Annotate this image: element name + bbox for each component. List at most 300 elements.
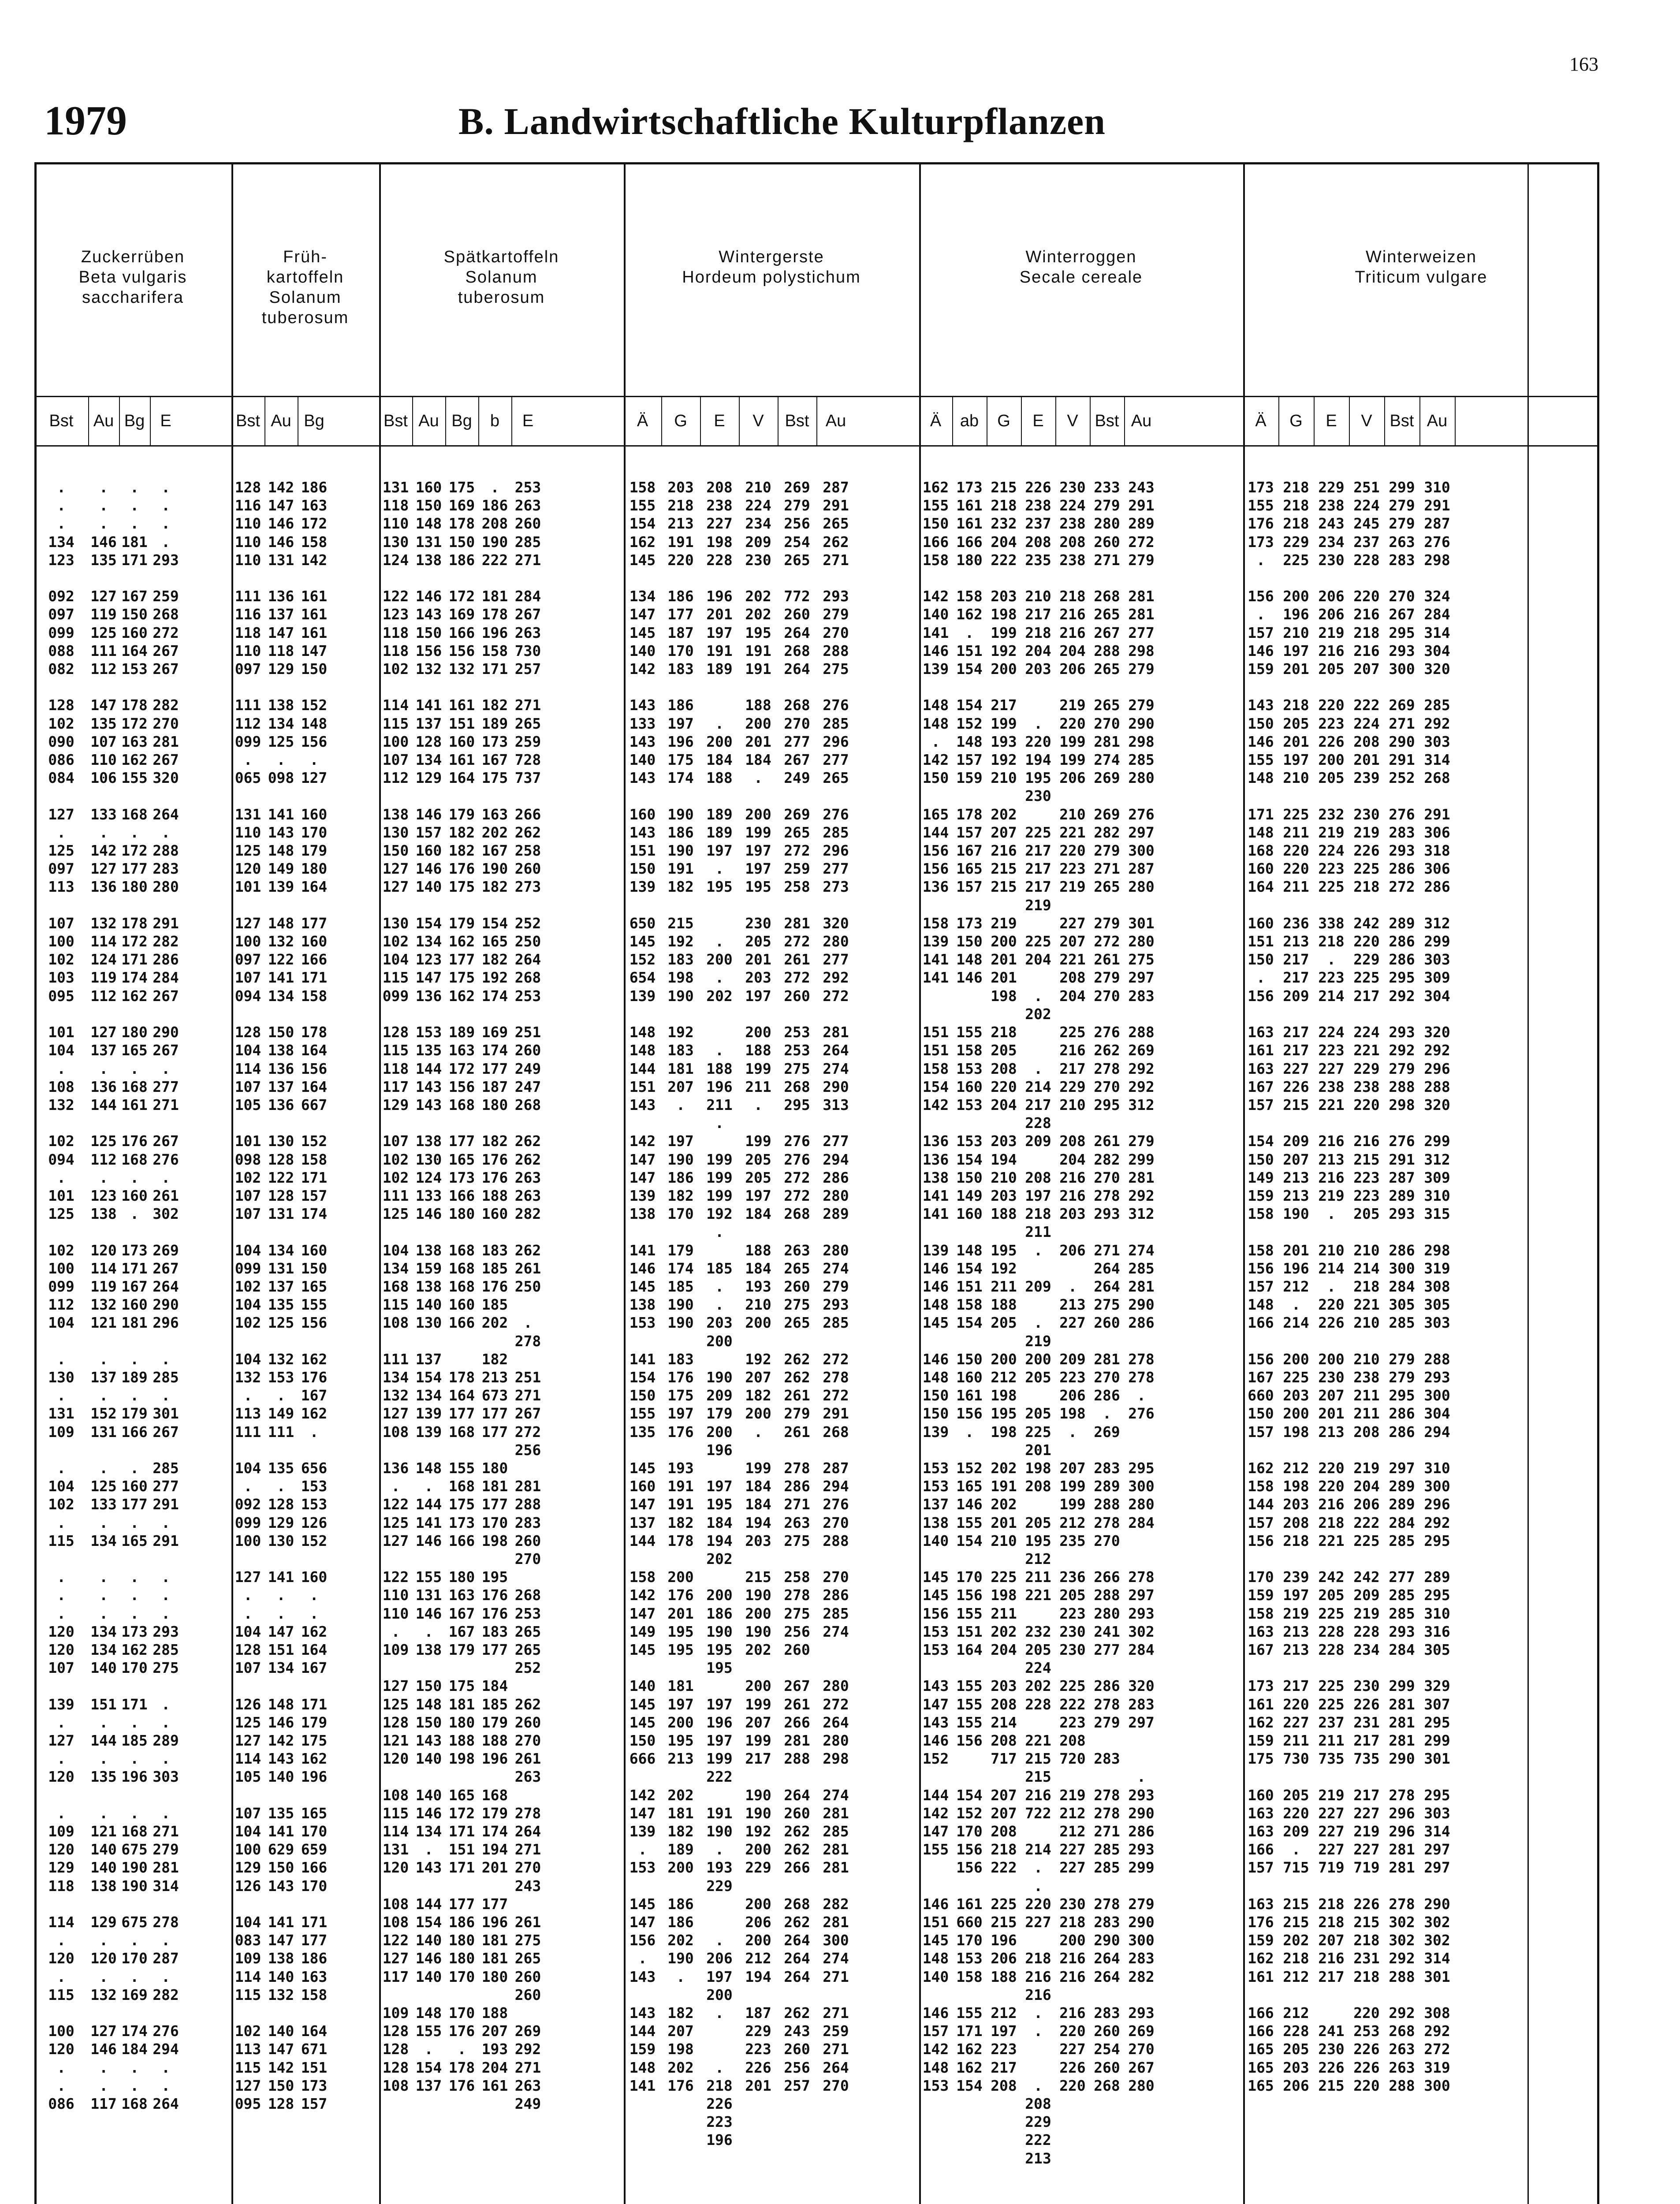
table-cell: 139 [268, 878, 294, 896]
table-cell: 223 [745, 2040, 771, 2058]
table-cell: 218 [1318, 1895, 1345, 1913]
table-cell: 293 [1389, 1623, 1415, 1640]
table-cell [739, 896, 778, 914]
group-label-line: Hordeum polystichum [682, 268, 861, 287]
table-cell: 162 [448, 987, 475, 1005]
table-cell: 264 [1094, 1277, 1120, 1295]
table-cell: 312 [1424, 914, 1450, 932]
group-label-line: kartoffeln [266, 268, 344, 287]
table-cell: 314 [1424, 1823, 1450, 1840]
table-cell: . [161, 823, 170, 841]
table-cell: 102 [235, 1277, 261, 1295]
table-cell: . [424, 1623, 433, 1640]
table-cell: 163 [301, 1968, 328, 1985]
table-cell: 150 [415, 1713, 442, 1731]
table-cell: . [1034, 1859, 1043, 1876]
table-cell: 197 [745, 860, 771, 878]
table-cell: 263 [1389, 2040, 1415, 2058]
table-cell: . [243, 1387, 253, 1404]
table-cell: . [391, 1478, 400, 1495]
table-cell: 264 [823, 1042, 849, 1059]
table-cell: 179 [448, 1641, 475, 1658]
column-header: E [714, 412, 725, 430]
table-cell: 225 [1283, 551, 1309, 569]
table-cell: 304 [1424, 987, 1450, 1005]
table-cell: 148 [1248, 823, 1274, 841]
table-cell: 127 [235, 914, 261, 932]
table-cell: 208 [706, 479, 733, 496]
table-cell: 180 [481, 1459, 508, 1477]
table-cell: 154 [956, 696, 983, 714]
table-cell [119, 1786, 150, 1804]
table-vertical-rule [1455, 396, 1456, 447]
table-cell: 148 [956, 951, 983, 968]
table-cell: 292 [1424, 1514, 1450, 1531]
table-cell: 272 [784, 842, 810, 860]
table-cell [1021, 1150, 1055, 1169]
table-cell [952, 1223, 987, 1241]
table-cell [987, 1114, 1021, 1132]
table-cell [511, 1223, 544, 1241]
table-cell: 251 [514, 1368, 541, 1386]
table-cell: 120 [235, 860, 261, 878]
table-cell: 181 [481, 1932, 508, 1949]
table-cell: 124 [90, 951, 117, 968]
table-cell: 171 [121, 551, 148, 569]
table-cell: . [1137, 1768, 1146, 1786]
table-cell: 140 [922, 1532, 949, 1549]
table-cell: . [99, 1804, 108, 1822]
data-column [919, 478, 952, 2095]
table-cell: 151 [629, 1078, 656, 1095]
table-cell: 186 [301, 1950, 328, 1967]
table-cell: 131 [382, 1841, 409, 1858]
table-cell: 208 [1059, 1132, 1086, 1150]
table-cell: 168 [1248, 842, 1274, 860]
table-cell [34, 896, 88, 914]
table-cell [298, 1005, 331, 1023]
table-cell: 116 [235, 606, 261, 623]
table-cell: 158 [1248, 1241, 1274, 1259]
table-cell: 293 [1128, 1786, 1155, 1804]
table-cell: 143 [629, 1096, 656, 1113]
table-cell: 263 [1389, 2059, 1415, 2076]
table-cell: 162 [1248, 1459, 1274, 1477]
table-cell: 202 [991, 1459, 1017, 1477]
table-cell: 167 [1248, 1368, 1274, 1386]
table-cell: 299 [1389, 1677, 1415, 1695]
table-cell: 288 [514, 1496, 541, 1513]
table-cell: 134 [268, 987, 294, 1005]
table-cell: 189 [667, 1841, 694, 1858]
table-cell: 276 [1128, 1405, 1155, 1422]
table-cell [445, 1005, 478, 1023]
table-cell: 163 [448, 1586, 475, 1604]
table-cell: 109 [235, 1950, 261, 1967]
table-cell: 260 [784, 1804, 810, 1822]
table-cell: 148 [268, 1695, 294, 1713]
table-cell: 222 [991, 551, 1017, 569]
table-cell: 195 [667, 1732, 694, 1750]
table-cell: 156 [956, 1586, 983, 1604]
table-cell: 261 [784, 1695, 810, 1713]
table-cell: 187 [745, 2004, 771, 2022]
table-cell: 141 [415, 1514, 442, 1531]
table-cell [231, 1005, 264, 1023]
table-cell: 195 [706, 1659, 733, 1677]
table-cell: 128 [268, 2095, 294, 2113]
table-cell: 177 [301, 914, 328, 932]
table-cell: 170 [448, 1968, 475, 1985]
table-cell [150, 1550, 182, 1568]
table-cell [624, 1332, 661, 1350]
table-cell [1090, 1550, 1124, 1568]
table-cell: 199 [745, 1732, 771, 1750]
table-cell [624, 1223, 661, 1241]
table-cell: 179 [301, 842, 328, 860]
table-cell: 145 [629, 1641, 656, 1658]
table-cell: 163 [121, 733, 148, 750]
table-cell [952, 1114, 987, 1132]
table-cell: 128 [235, 479, 261, 496]
table-cell: 097 [48, 606, 75, 623]
table-cell: 168 [448, 1096, 475, 1113]
table-cell [1314, 787, 1349, 805]
table-cell: . [99, 1514, 108, 1531]
table-cell: 153 [629, 1859, 656, 1876]
table-cell [264, 2004, 298, 2022]
table-cell: 264 [784, 1950, 810, 1967]
table-cell: 230 [1318, 551, 1345, 569]
table-cell: 115 [48, 1532, 75, 1549]
table-cell: 171 [1248, 805, 1274, 823]
table-cell: 158 [922, 551, 949, 569]
table-cell: 279 [1128, 551, 1155, 569]
table-cell: 206 [991, 1950, 1017, 1967]
table-cell: 123 [90, 1187, 117, 1204]
table-cell: 730 [514, 642, 541, 659]
table-cell: 260 [514, 515, 541, 532]
table-cell [1243, 1659, 1278, 1677]
table-cell: 174 [667, 1259, 694, 1277]
table-cell: 158 [629, 479, 656, 496]
table-cell: . [99, 1459, 108, 1477]
table-cell [1124, 1423, 1158, 1441]
table-cell: 100 [235, 1841, 261, 1858]
table-cell [478, 1332, 511, 1350]
table-cell: 229 [745, 1859, 771, 1876]
table-cell: 177 [448, 1895, 475, 1913]
table-cell: 203 [745, 1532, 771, 1549]
table-cell [511, 787, 544, 805]
table-cell: 296 [1424, 1496, 1450, 1513]
table-cell: 291 [1424, 497, 1450, 514]
table-cell: 118 [268, 642, 294, 659]
group-label-line: Beta vulgaris [78, 268, 187, 287]
table-cell: 292 [823, 969, 849, 987]
table-cell: 142 [629, 1586, 656, 1604]
table-cell: 268 [514, 969, 541, 987]
table-cell: 198 [1025, 1459, 1051, 1477]
table-cell: 216 [1353, 606, 1380, 623]
table-cell: 199 [706, 1187, 733, 1204]
table-cell: 164 [301, 1078, 328, 1095]
table-cell: 178 [667, 1532, 694, 1549]
table-cell [1419, 1986, 1455, 2004]
table-cell: 220 [1353, 933, 1380, 950]
table-cell: 252 [1389, 769, 1415, 787]
table-cell [88, 1895, 119, 1913]
table-cell: 206 [1059, 1387, 1086, 1404]
table-cell: 285 [1389, 1605, 1415, 1622]
table-cell: 159 [415, 1259, 442, 1277]
table-cell: 293 [153, 551, 179, 569]
table-cell: 209 [1059, 1350, 1086, 1368]
table-cell: 152 [301, 696, 328, 714]
table-cell: 320 [1424, 1096, 1450, 1113]
table-cell: 112 [90, 1150, 117, 1168]
table-cell [700, 1132, 739, 1150]
table-cell: 300 [1128, 842, 1155, 860]
table-cell [1243, 1005, 1278, 1023]
table-cell: 206 [1318, 606, 1345, 623]
table-cell: 268 [514, 1096, 541, 1113]
table-cell: 219 [1059, 878, 1086, 896]
table-cell [1314, 1223, 1349, 1241]
table-cell: 196 [1283, 606, 1309, 623]
table-cell: 173 [956, 479, 983, 496]
table-cell: 191 [991, 1478, 1017, 1495]
table-cell: 118 [382, 624, 409, 641]
table-cell: 226 [1059, 2059, 1086, 2076]
table-cell: 140 [90, 1659, 117, 1677]
table-cell: 269 [1094, 1423, 1120, 1441]
table-cell: 213 [481, 1368, 508, 1386]
table-cell: 219 [1353, 1605, 1380, 1622]
table-cell: 128 [268, 1187, 294, 1204]
table-cell: 271 [514, 2059, 541, 2076]
table-cell: 142 [268, 479, 294, 496]
table-cell: 298 [1128, 733, 1155, 750]
table-cell: 153 [922, 1641, 949, 1658]
table-cell: 090 [48, 733, 75, 750]
table-cell: 207 [667, 2022, 694, 2040]
table-cell: 139 [48, 1695, 75, 1713]
table-cell: 272 [1389, 878, 1415, 896]
table-cell [1055, 1005, 1090, 1023]
table-cell: 160 [415, 842, 442, 860]
table-cell: 151 [956, 1623, 983, 1640]
table-cell: 092 [48, 588, 75, 605]
table-cell: 144 [415, 1496, 442, 1513]
table-cell: 120 [90, 1241, 117, 1259]
table-cell: 168 [448, 1259, 475, 1277]
table-cell: 238 [1353, 1078, 1380, 1095]
table-cell: 133 [90, 805, 117, 823]
table-cell [1278, 1114, 1314, 1132]
table-cell: 264 [1094, 1968, 1120, 1985]
table-cell: 280 [823, 1677, 849, 1695]
table-cell: 278 [514, 1804, 541, 1822]
group-label-line: Wintergerste [719, 248, 824, 266]
table-cell [511, 1786, 544, 1804]
table-cell [700, 1677, 739, 1695]
table-cell: 150 [1248, 1405, 1274, 1422]
table-cell: 216 [1353, 642, 1380, 659]
table-cell: 208 [1025, 1169, 1051, 1186]
table-cell: 151 [956, 1277, 983, 1295]
table-cell: 208 [991, 1732, 1017, 1750]
table-cell: 279 [1389, 1060, 1415, 1077]
table-cell: 281 [823, 1024, 849, 1041]
table-cell: 156 [922, 1605, 949, 1622]
table-cell: 175 [481, 769, 508, 787]
table-cell: 197 [745, 842, 771, 860]
table-cell: 265 [823, 515, 849, 532]
table-cell [952, 1750, 987, 1768]
table-cell: 272 [1128, 533, 1155, 551]
table-cell [119, 569, 150, 587]
table-cell: 212 [991, 2004, 1017, 2022]
table-cell [1243, 1441, 1278, 1459]
table-cell: 227 [1353, 1804, 1380, 1822]
table-cell: 291 [153, 1496, 179, 1513]
table-cell: 295 [1424, 1532, 1450, 1549]
table-cell: 106 [90, 769, 117, 787]
table-cell: 191 [667, 860, 694, 878]
table-cell: 121 [90, 1314, 117, 1332]
table-cell: 212 [1059, 1823, 1086, 1840]
table-cell [1314, 1986, 1349, 2004]
table-cell [739, 1114, 778, 1132]
table-cell: 195 [481, 1568, 508, 1586]
table-cell: 278 [1128, 1368, 1155, 1386]
table-cell: 157 [1248, 624, 1274, 641]
table-cell: 204 [1025, 642, 1051, 659]
table-cell [1384, 1332, 1419, 1350]
table-cell: 123 [415, 951, 442, 968]
table-cell: . [130, 515, 139, 532]
table-cell: 207 [745, 1368, 771, 1386]
table-cell: 190 [667, 842, 694, 860]
table-cell: 226 [1353, 842, 1380, 860]
table-cell: 199 [745, 1060, 771, 1077]
table-cell: 266 [1094, 1568, 1120, 1586]
table-cell: 257 [514, 660, 541, 678]
table-cell: 145 [629, 551, 656, 569]
table-cell [478, 1768, 511, 1786]
table-cell: 212 [1283, 1968, 1309, 1985]
table-cell: 186 [481, 497, 508, 514]
table-cell: 198 [481, 1532, 508, 1549]
table-cell [1349, 1550, 1384, 1568]
table-cell [231, 1677, 264, 1695]
table-cell: 150 [1248, 951, 1274, 968]
table-cell: 200 [667, 1713, 694, 1731]
table-cell: 295 [784, 1096, 810, 1113]
table-cell: 097 [235, 951, 261, 968]
table-cell: 161 [956, 497, 983, 514]
table-cell: 283 [1128, 987, 1155, 1005]
table-cell: 265 [514, 1950, 541, 1967]
table-cell [952, 1441, 987, 1459]
table-cell: 271 [1389, 715, 1415, 732]
table-cell [1384, 1005, 1419, 1023]
table-cell: 299 [1424, 1732, 1450, 1750]
table-cell: 102 [48, 1496, 75, 1513]
table-cell: 193 [745, 1277, 771, 1295]
table-cell: 238 [1318, 497, 1345, 514]
table-cell: 125 [90, 1478, 117, 1495]
table-cell: . [715, 715, 724, 732]
table-cell: 218 [1025, 1205, 1051, 1223]
table-cell: 675 [121, 1841, 148, 1858]
table-cell: 168 [121, 2095, 148, 2113]
table-cell: 155 [448, 1459, 475, 1477]
table-cell: 268 [823, 1423, 849, 1441]
table-cell: 271 [823, 2040, 849, 2058]
table-cell: 221 [1318, 1532, 1345, 1549]
table-cell: . [1256, 606, 1265, 623]
table-cell: 132 [90, 1986, 117, 2003]
table-cell: 265 [1094, 660, 1120, 678]
table-cell: 160 [121, 1187, 148, 1204]
table-cell: 216 [1353, 1132, 1380, 1150]
group-label-line: tuberosum [261, 309, 349, 327]
table-cell: 267 [514, 606, 541, 623]
table-cell: 164 [301, 1641, 328, 1658]
table-cell: 165 [922, 805, 949, 823]
table-cell: 138 [268, 696, 294, 714]
table-cell: 121 [382, 1732, 409, 1750]
table-cell [478, 787, 511, 805]
table-cell: 166 [301, 951, 328, 968]
table-cell: 160 [301, 933, 328, 950]
table-cell: 147 [629, 1150, 656, 1168]
table-cell: . [424, 2040, 433, 2058]
table-cell: 213 [1025, 2149, 1051, 2167]
table-cell: 283 [1128, 1950, 1155, 1967]
table-cell: 264 [784, 624, 810, 641]
table-cell [511, 1005, 544, 1023]
column-header: Au [825, 412, 846, 430]
table-cell: 261 [514, 1750, 541, 1768]
table-cell: 111 [382, 1187, 409, 1204]
table-cell [445, 1659, 478, 1677]
table-cell: 208 [991, 1695, 1017, 1713]
table-cell: 127 [90, 2022, 117, 2040]
table-cell: 199 [745, 1459, 771, 1477]
table-cell: 177 [448, 1405, 475, 1422]
table-cell [778, 1114, 816, 1132]
table-cell [379, 1768, 412, 1786]
table-cell: 153 [301, 1478, 328, 1495]
table-cell: . [57, 1932, 66, 1949]
table-cell: 196 [481, 624, 508, 641]
table-cell: 150 [956, 1350, 983, 1368]
table-cell: 228 [1353, 551, 1380, 569]
table-cell: 127 [382, 1950, 409, 1967]
table-cell: 180 [481, 1968, 508, 1985]
table-cell: 284 [514, 588, 541, 605]
table-cell: 274 [823, 1786, 849, 1804]
table-cell: 209 [1283, 987, 1309, 1005]
table-cell: 156 [956, 1859, 983, 1876]
table-cell: 184 [745, 1205, 771, 1223]
table-cell: . [243, 1586, 253, 1604]
table-cell [987, 678, 1021, 696]
table-cell: 151 [301, 2059, 328, 2076]
